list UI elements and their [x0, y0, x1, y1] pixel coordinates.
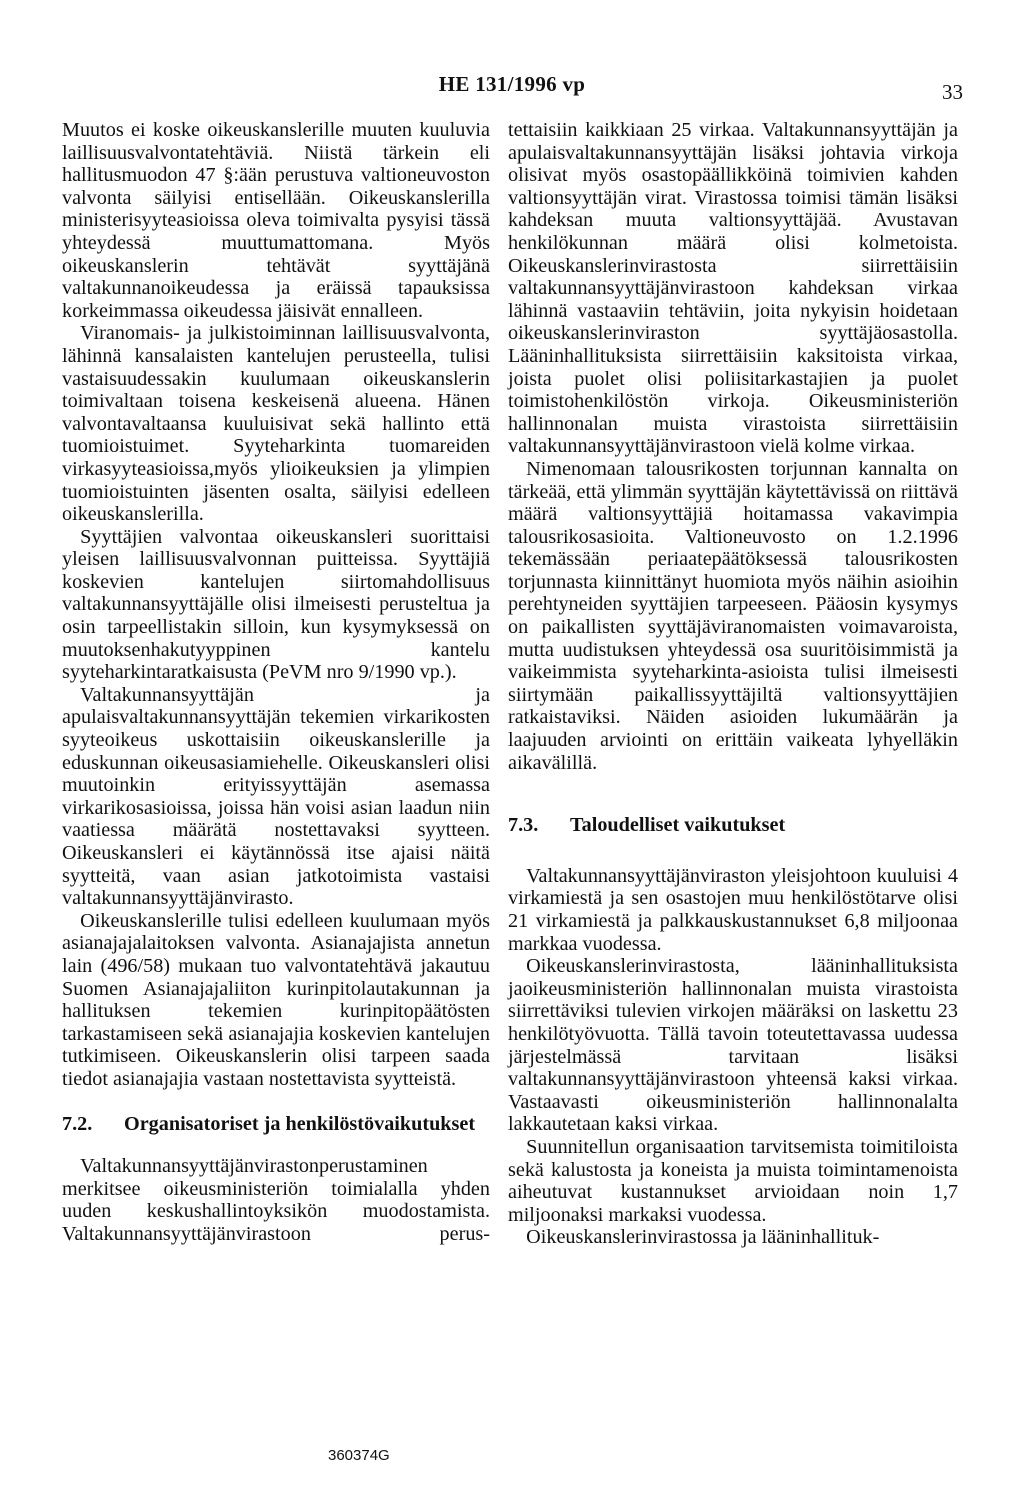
section-heading-7-3 [508, 814, 958, 837]
document-header-title: HE 131/1996 vp [438, 72, 586, 96]
paragraph: Oikeuskanslerille tulisi edelleen kuulumaan myös asianajajalaitoksen valvonta. Asianajajista annetun lain (496/58) mukaan tuo valvontatehtävä jakautuu Suomen Asianajajaliiton kurinpitolautakunnan ja hallituksen tekemien kurinpitopäätösten tarkastamiseen sekä asianajajia koskevien kantelujen tutkimiseen. Oikeuskanslerin olisi tarpeen saada tiedot asianajajia vastaan nostettavista syytteistä. [62, 909, 490, 1090]
section-title: Taloudelliset vaikutukset [570, 814, 786, 837]
right-column [508, 119, 958, 1249]
paragraph: Valtakunnansyyttäjän ja apulaisvaltakunnansyyttäjän tekemien virkarikosten syyteoikeus uskottaisiin oikeuskanslerille ja eduskunnan oikeusasiamiehelle. Oikeuskansleri olisi muutoinkin erityissyyttäjän asemassa virkarikosasioissa, joissa hän voisi asian laadun niin vaatiessa määrätä nostettavaksi syytteen. Oikeuskansleri ei käytännössä itse ajaisi näitä syytteitä, vaan asian jatkotoimista vastaisi valtakunnansyyttäjänvirasto. [62, 683, 490, 910]
left-column [62, 119, 490, 1246]
paragraph: Oikeuskanslerinvirastosta, lääninhallituksista jaoikeusministeriön hallinnonalan muista virastoista siirrettäviksi tulevien virkojen määräksi on laskettu 23 henkilötyövuotta. Tällä tavoin toteutettavassa uudessa järjestelmässä tarvitaan lisäksi valtakunnansyyttäjänvirastoon yhteensä kaksi virkaa. Vastaavasti oikeusministeriön hallinnonalalta lakkautetaan kaksi virkaa. [508, 955, 958, 1136]
paragraph: Nimenomaan talousrikosten torjunnan kannalta on tärkeää, että ylimmän syyttäjän käytettävissä on riittävä määrä valtionsyyttäjiä hoitamassa vakavimpia talousrikosasioita. Valtioneuvosto on 1.2.1996 tekemässään periaatepäätöksessä talousrikosten torjunnasta kiinnittänyt huomiota myös näihin asioihin perehtyneiden syyttäjien tarpeeseen. Pääosin kysymys on paikallisten syyttäjäviranomaisten voimavaroista, mutta uudistuksen yhteydessä osa suuritöisimmistä ja vaikeimmista syyteharkinta-asioista tulisi ilmeisesti siirtymään paikallissyyttäjiltä valtionsyyttäjien ratkaistaviksi. Näiden asioiden lukumäärän ja laajuuden arviointi on erittäin vaikeata lyhyelläkin aikavälillä. [508, 457, 958, 774]
page-number: 33 [942, 80, 963, 104]
section-title: Organisatoriset ja henkilöstövaikutukset [124, 1112, 476, 1135]
section-number: 7.3. [508, 814, 539, 837]
paragraph: Valtakunnansyyttäjänvirastonperustaminen merkitsee oikeusministeriön toimialalla yhden uuden keskushallintoyksikön muodostamista. Valtakunnansyyttäjänvirastoon perus- [62, 1155, 490, 1245]
paragraph: Suunnitellun organisaation tarvitsemista toimitiloista sekä kalustosta ja koneista ja muista toimintamenoista aiheutuvat kustannukset arvioidaan noin 1,7 miljoonaksi markaksi vuodessa. [508, 1135, 958, 1226]
paragraph: tettaisiin kaikkiaan 25 virkaa. Valtakunnansyyttäjän ja apulaisvaltakunnansyyttäjän lisäksi johtavia virkoja olisivat myös osastopäällikköinä toimivien kahden valtionsyyttäjän virat. Virastossa toimisi tämän lisäksi kahdeksan muuta valtionsyyttäjää. Avustavan henkilökunnan määrä olisi kolmetoista. Oikeuskanslerinvirastosta siirrettäisiin valtakunnansyyttäjänvirastoon kahdeksan virkaa lähinnä vastaaviin tehtäviin, joita nykyisin hoidetaan oikeuskanslerinviraston syyttäjäosastolla. Lääninhallituksista siirrettäisiin kaksitoista virkaa, joista puolet olisi poliisitarkastajien ja puolet toimistohenkilöstön virkoja. Oikeusministeriön hallinnonalan muista virastoista siirrettäisiin valtakunnansyyttäjänvirastoon vielä kolme virkaa. [508, 119, 958, 458]
footer-print-code: 360374G [328, 1447, 390, 1464]
paragraph: Muutos ei koske oikeuskanslerille muuten kuuluvia laillisuusvalvontatehtäviä. Niistä tärkein eli hallitusmuodon 47 §:ään perustuva valtioneuvoston valvonta säilyisi entisellään. Oikeuskanslerilla ministerisyyteasioissa oleva toimivalta pysyisi tässä yhteydessä muuttumattomana. Myös oikeuskanslerin tehtävät syyttäjänä valtakunnanoikeudessa ja eräissä tapauksissa korkeimmassa oikeudessa jäisivät ennalleen. [62, 119, 490, 322]
paragraph: Valtakunnansyyttäjänviraston yleisjohtoon kuuluisi 4 virkamiestä ja sen osastojen muu henkilöstötarve olisi 21 virkamiestä ja palkkauskustannukset 6,8 miljoonaa markkaa vuodessa. [508, 864, 958, 955]
paragraph: Oikeuskanslerinvirastossa ja lääninhallituk- [526, 1226, 880, 1249]
section-heading-7-2 [62, 1113, 490, 1136]
paragraph: Viranomais- ja julkistoiminnan laillisuusvalvonta, lähinnä kansalaisten kantelujen perusteella, tulisi vastaisuudessakin kuulumaan oikeuskanslerin toimivaltaan toisena keskeisenä alueena. Hänen valvontavaltaansa kuuluisivat sekä hallinto että tuomioistuimet. Syyteharkinta tuomareiden virkasyyteasioissa,myös ylioikeuksien ja ylimpien tuomioistuinten jäsenten osalta, säilyisi edelleen oikeuskanslerilla. [62, 322, 490, 526]
section-number: 7.2. [62, 1112, 93, 1135]
paragraph: Syyttäjien valvontaa oikeuskansleri suorittaisi yleisen laillisuusvalvonnan puitteissa. Syyttäjiä koskevien kantelujen siirtomahdollisuus valtakunnansyyttäjälle olisi ilmeisesti perusteltua ja osin tarpeellistakin silloin, kun kysymyksessä on muutoksenhakutyyppinen kantelu syyteharkintaratkaisusta (PeVM nro 9/1990 vp.). [62, 525, 490, 684]
